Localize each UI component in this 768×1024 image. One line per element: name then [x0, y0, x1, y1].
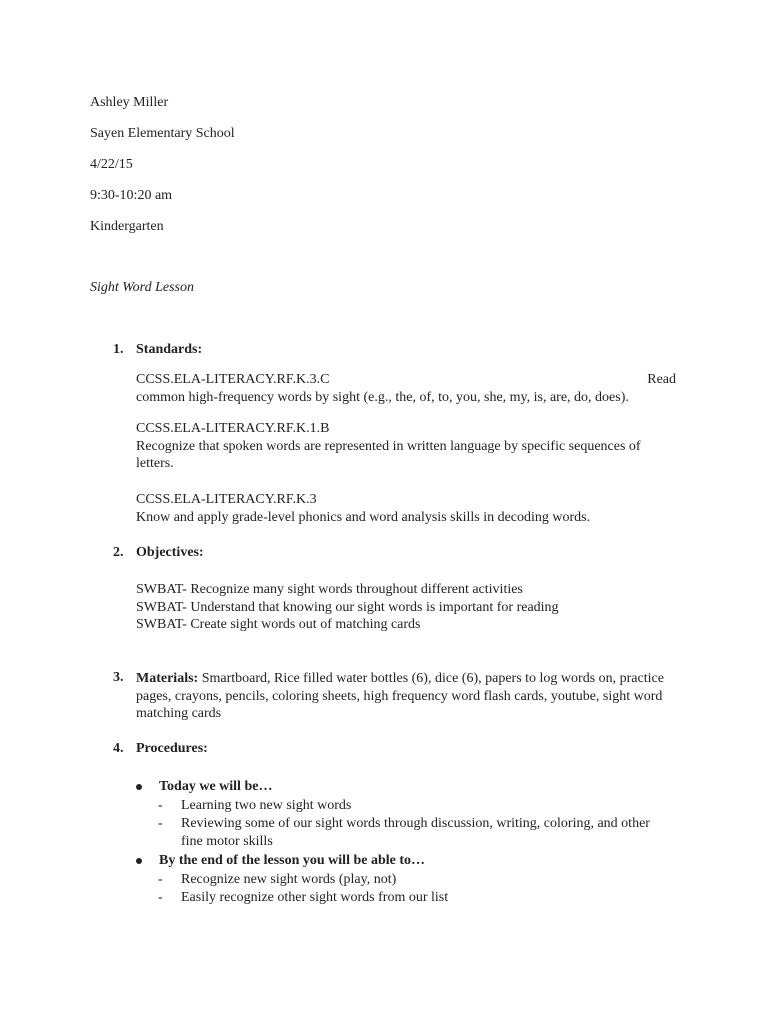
standard-item: [136, 371, 676, 406]
dash-marker: -: [158, 816, 163, 831]
lesson-date: 4/22/15: [90, 157, 133, 172]
materials-text: [136, 670, 676, 723]
dash-marker: -: [158, 890, 163, 905]
lesson-title: Sight Word Lesson: [90, 280, 194, 295]
standard-text: Recognize that spoken words are represented in written language by specific sequences of letters.: [136, 438, 641, 471]
bullet-label: By the end of the lesson you will be able to…: [159, 853, 426, 868]
standard-code: CCSS.ELA-LITERACY.RF.K.3.C: [136, 372, 330, 387]
bullet-icon: [136, 858, 142, 864]
bullet-icon: [136, 784, 142, 790]
section-heading: Standards:: [136, 342, 203, 357]
lesson-time: 9:30-10:20 am: [90, 188, 173, 203]
subitem-text: Easily recognize other sight words from our list: [181, 890, 449, 905]
subitem-text: Recognize new sight words (play, not): [181, 872, 397, 887]
standard-text-first: Read: [647, 372, 676, 387]
bullet-label: Today we will be…: [159, 779, 273, 794]
standard-text: common high-frequency words by sight (e.g., the, of, to, you, she, my, is, are, do, does).: [136, 389, 629, 405]
standard-item: [136, 420, 676, 473]
objective-item: SWBAT- Recognize many sight words throughout different activities: [136, 582, 523, 597]
section-number: 4.: [113, 741, 124, 756]
subitem-text: Learning two new sight words: [181, 798, 352, 813]
school-name: Sayen Elementary School: [90, 126, 235, 141]
grade-level: Kindergarten: [90, 219, 164, 234]
subitem-text: Reviewing some of our sight words through discussion, writing, coloring, and other fine motor skills: [181, 816, 650, 849]
section-number: 2.: [113, 545, 124, 560]
standard-item: [136, 491, 676, 526]
section-number: 3.: [113, 670, 124, 685]
standard-text: Know and apply grade-level phonics and word analysis skills in decoding words.: [136, 509, 591, 525]
materials-list: Smartboard, Rice filled water bottles (6), dice (6), papers to log words on, practice pages, crayons, pencils, coloring sheets, high frequency word flash cards, youtube, sight word matching cards: [136, 671, 664, 721]
standard-code: CCSS.ELA-LITERACY.RF.K.1.B: [136, 421, 330, 436]
objective-item: SWBAT- Create sight words out of matching cards: [136, 617, 421, 632]
section-heading: Procedures:: [136, 741, 208, 756]
dash-marker: -: [158, 798, 163, 813]
author-name: Ashley Miller: [90, 95, 169, 110]
standard-code: CCSS.ELA-LITERACY.RF.K.3: [136, 492, 317, 507]
dash-marker: -: [158, 872, 163, 887]
section-heading: Objectives:: [136, 545, 204, 560]
objectives-list: [136, 581, 676, 634]
objective-item: SWBAT- Understand that knowing our sight words is important for reading: [136, 599, 559, 615]
section-heading: Materials:: [136, 671, 199, 686]
section-number: 1.: [113, 342, 124, 357]
